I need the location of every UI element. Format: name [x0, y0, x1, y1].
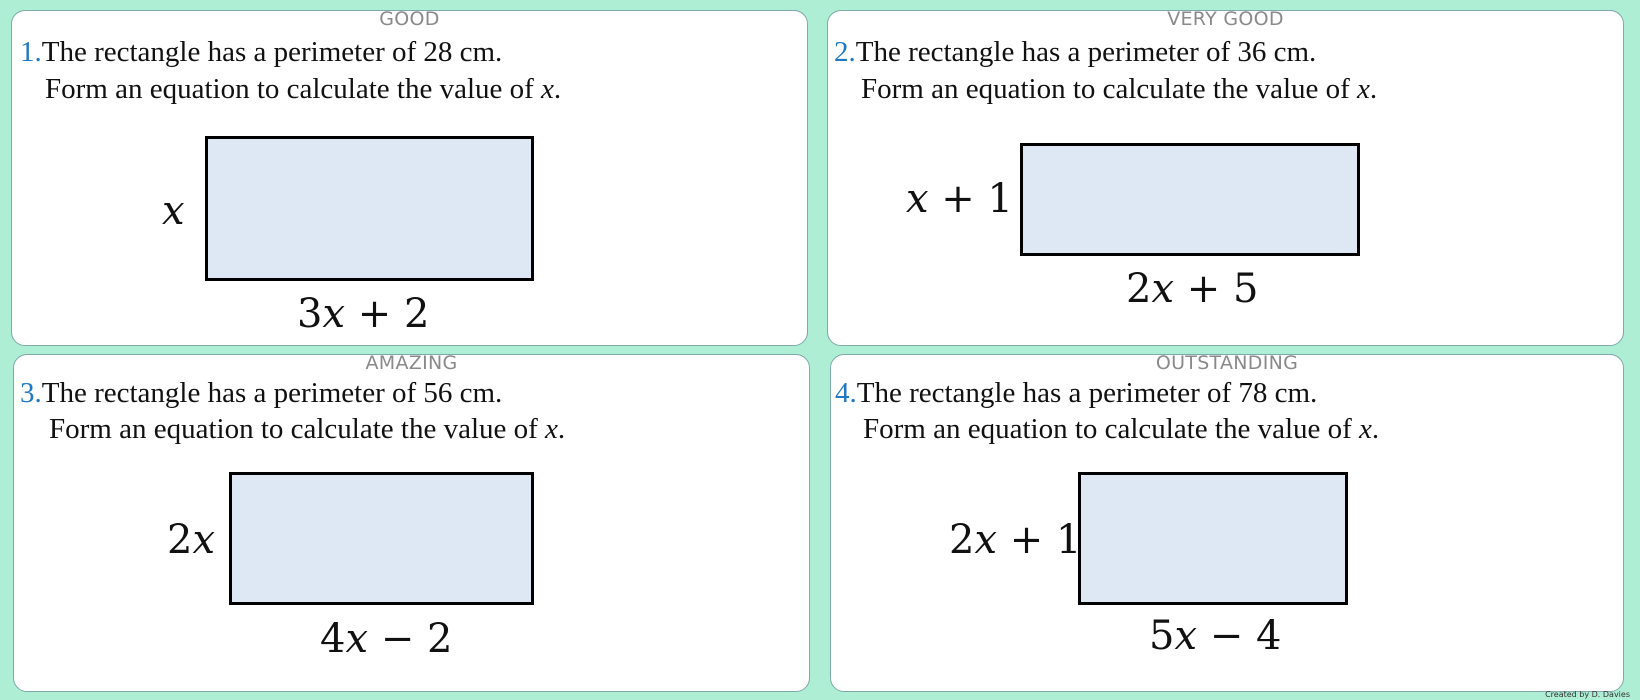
difficulty-label: OUTSTANDING [1155, 352, 1299, 374]
punctuation: . [557, 413, 566, 445]
question-line-1 [20, 375, 502, 411]
question-card-3 [13, 354, 810, 692]
question-text: The rectangle has a perimeter of 56 cm. [41, 377, 503, 409]
difficulty-label: VERY GOOD [1167, 8, 1284, 30]
question-line-2 [45, 71, 561, 107]
question-line-2 [861, 71, 1377, 107]
question-card-1 [11, 10, 808, 346]
punctuation: . [1371, 413, 1380, 445]
rectangle-diagram [1020, 143, 1360, 256]
credit-footer: Created by D. Davies [1545, 690, 1630, 699]
side-length-label: 2𝑥 [167, 517, 216, 563]
rectangle-diagram [205, 136, 534, 281]
rectangle-diagram [1078, 472, 1348, 605]
punctuation: . [1369, 73, 1378, 105]
rectangle-diagram [229, 472, 534, 605]
instruction-text: Form an equation to calculate the value of [45, 73, 542, 105]
question-text: The rectangle has a perimeter of 36 cm. [855, 36, 1317, 68]
question-card-2 [827, 10, 1624, 346]
side-length-label: 𝑥 [162, 188, 185, 234]
question-line-2 [49, 411, 565, 447]
side-length-label: 2𝑥 + 1 [949, 517, 1082, 563]
question-line-1 [834, 34, 1316, 70]
question-line-1 [20, 34, 502, 70]
question-line-2 [863, 411, 1379, 447]
variable: x [541, 73, 554, 105]
question-number: 3. [20, 377, 42, 409]
difficulty-label: GOOD [379, 8, 440, 30]
bottom-length-label: 2𝑥 + 5 [1126, 266, 1259, 312]
question-card-4 [830, 354, 1624, 692]
variable: x [1359, 413, 1372, 445]
side-length-label: 𝑥 + 1 [906, 176, 1013, 222]
difficulty-label: AMAZING [365, 352, 458, 374]
punctuation: . [553, 73, 562, 105]
bottom-length-label: 4𝑥 − 2 [320, 616, 453, 662]
question-line-1 [835, 375, 1317, 411]
bottom-length-label: 5𝑥 − 4 [1149, 613, 1282, 659]
variable: x [1357, 73, 1370, 105]
instruction-text: Form an equation to calculate the value of [863, 413, 1360, 445]
instruction-text: Form an equation to calculate the value of [49, 413, 546, 445]
question-text: The rectangle has a perimeter of 78 cm. [856, 377, 1318, 409]
variable: x [545, 413, 558, 445]
bottom-length-label: 3𝑥 + 2 [297, 291, 430, 337]
question-text: The rectangle has a perimeter of 28 cm. [41, 36, 503, 68]
question-number: 1. [20, 36, 42, 68]
question-number: 2. [834, 36, 856, 68]
instruction-text: Form an equation to calculate the value of [861, 73, 1358, 105]
question-number: 4. [835, 377, 857, 409]
